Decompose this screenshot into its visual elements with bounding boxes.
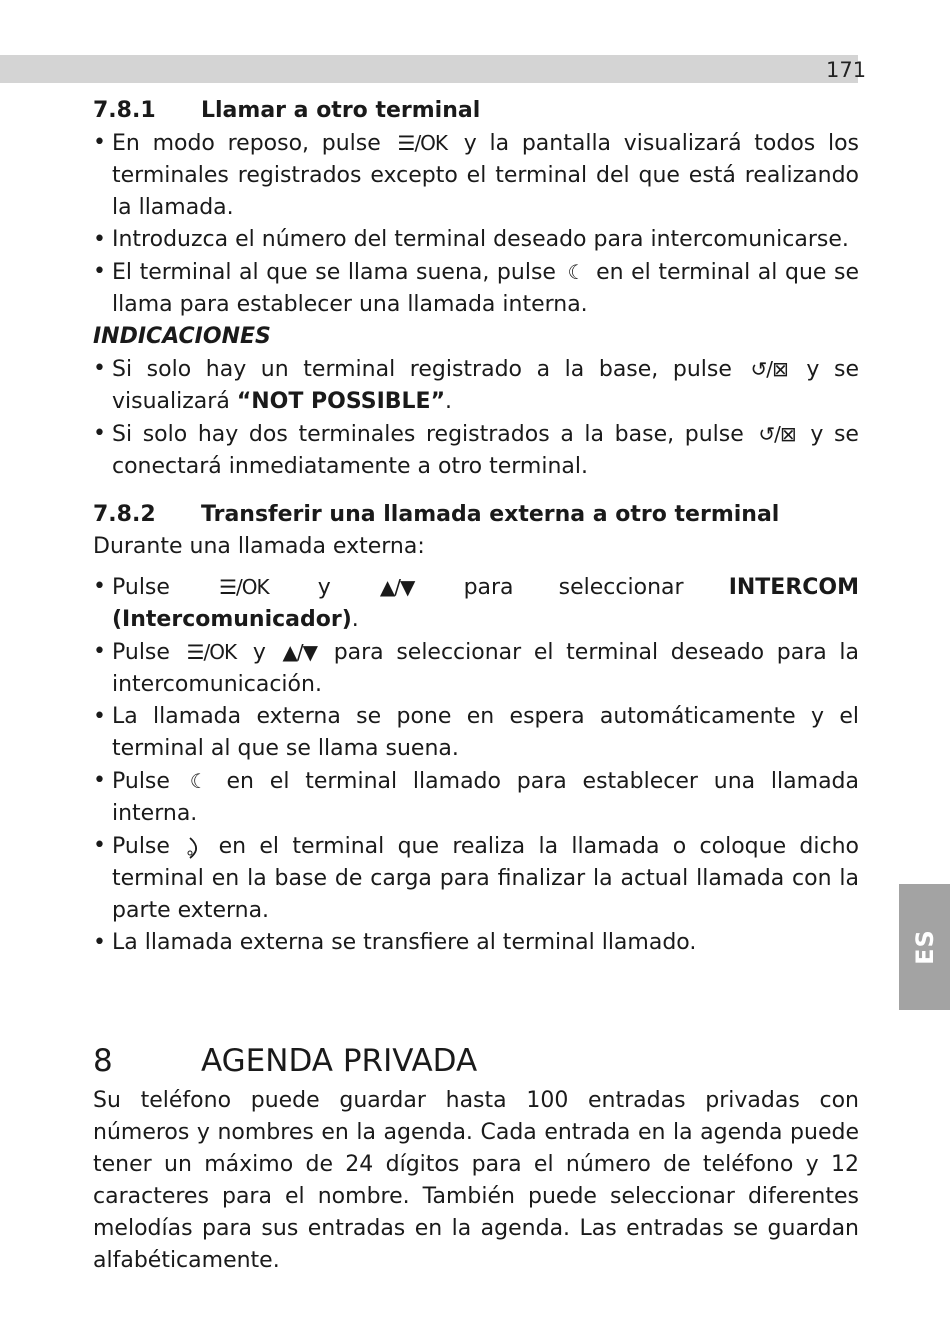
- chapter-8-body: Su teléfono puede guardar hasta 100 entradas privadas con números y nombres en la agenda. Cada entrada en la agenda puede tener un máximo de 24 dígitos para el número de teléfono y 12 caracteres para el nombre. También puede seleccionar diferentes melodías para sus entradas en la agenda. Las entradas se guardan alfabéticamente.: [93, 1088, 859, 1273]
- end-call-icon: ↺/⊠: [758, 422, 796, 446]
- text: y se conectará inmediatamente a otro terminal.: [112, 422, 859, 479]
- language-tab: [899, 884, 950, 1010]
- talk-icon: ☾: [189, 769, 207, 793]
- list-item: [93, 765, 859, 830]
- list-item: • Introduzca el número del terminal deseado para intercomunicarse.: [93, 224, 859, 256]
- text: en el terminal al que se llama para establecer una llamada interna.: [112, 260, 859, 317]
- chapter-title: AGENDA PRIVADA: [201, 1043, 478, 1079]
- hang-up-icon: [187, 830, 201, 862]
- notes-list: [93, 353, 859, 483]
- text: en el terminal llamado para establecer una llamada interna.: [112, 769, 859, 826]
- note-title: INDICACIONES: [93, 324, 271, 349]
- bold-text: “NOT POSSIBLE”: [236, 389, 446, 414]
- text: Pulse: [112, 575, 170, 600]
- list-item: [93, 830, 859, 927]
- section-782-intro: Durante una llamada externa:: [93, 534, 425, 559]
- talk-icon: ☾: [567, 260, 585, 284]
- list-item: [93, 636, 859, 701]
- section-title: Transferir una llamada externa a otro terminal: [201, 502, 780, 527]
- text: en el terminal que realiza la llamada o coloque dicho terminal en la base de carga para finalizar la actual llamada con la parte externa.: [112, 834, 860, 923]
- text: para seleccionar el terminal deseado para la intercomunicación.: [112, 640, 860, 697]
- text: Pulse: [112, 769, 170, 794]
- chapter-number: 8: [93, 1043, 113, 1079]
- page-content: [93, 95, 859, 1277]
- text: y: [252, 640, 266, 665]
- section-number: 7.8.2: [93, 502, 156, 527]
- text: Si solo hay un terminal registrado a la base, pulse: [112, 357, 732, 382]
- text: y: [317, 575, 331, 600]
- list-item: [93, 418, 859, 483]
- list-item: [93, 256, 859, 321]
- section-781-heading: [93, 95, 859, 127]
- text: El terminal al que se llama suena, pulse: [112, 260, 556, 285]
- bold-text: INTERCOM (Intercomunicador): [112, 575, 860, 632]
- section-number: 7.8.1: [93, 98, 156, 123]
- text: Pulse: [112, 640, 170, 665]
- header-bar: [0, 55, 858, 83]
- end-call-icon: ↺/⊠: [750, 357, 788, 381]
- language-tab-label: ES: [910, 929, 939, 965]
- up-down-arrows-icon: ▲/▼: [282, 640, 318, 664]
- text: Pulse: [112, 834, 170, 859]
- text: .: [351, 607, 359, 632]
- list-item: [93, 127, 859, 224]
- list-item: • La llamada externa se pone en espera automáticamente y el terminal al que se llama suena.: [93, 701, 859, 765]
- text: Si solo hay dos terminales registrados a la base, pulse: [112, 422, 744, 447]
- page-number: 171: [826, 58, 867, 82]
- text: En modo reposo, pulse: [112, 131, 381, 156]
- chapter-8-heading: [93, 1041, 859, 1081]
- section-782-list: [93, 571, 859, 959]
- up-down-arrows-icon: ▲/▼: [379, 575, 415, 599]
- text: y la pantalla visualizará todos los terminales registrados excepto el terminal del que está realizando la llamada.: [112, 131, 860, 220]
- section-title: Llamar a otro terminal: [201, 98, 481, 123]
- section-781-list: [93, 127, 859, 321]
- text: para seleccionar: [463, 575, 684, 600]
- list-item: [93, 571, 859, 636]
- section-782-heading: [93, 499, 859, 531]
- text: .: [445, 389, 453, 414]
- menu-ok-icon: ☰/OK: [219, 575, 269, 599]
- list-item: [93, 353, 859, 418]
- list-item: • La llamada externa se transfiere al terminal llamado.: [93, 927, 859, 959]
- menu-ok-icon: ☰/OK: [397, 131, 448, 155]
- menu-ok-icon: ☰/OK: [186, 640, 237, 664]
- text: y se visualizará: [112, 357, 860, 414]
